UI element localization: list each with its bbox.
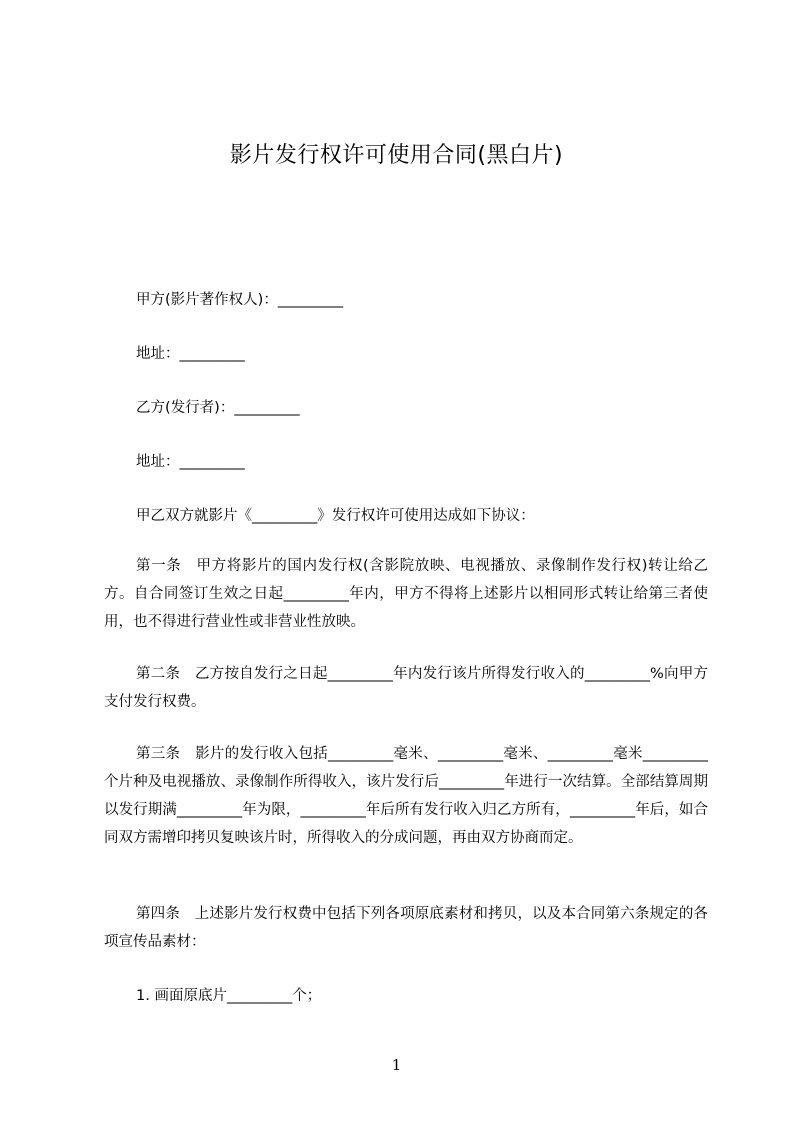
- article-1-text: 第一条 甲方将影片的国内发行权(含影院放映、电视播放、录像制作发行权)转让给乙方。自合同签订生效之日起_________年内，甲方不得将上述影片以相同形式转让给第三者使用，也不得进行营业性或非营业性放映。: [104, 558, 708, 630]
- article-3: [104, 740, 708, 852]
- article-2: [104, 660, 708, 716]
- party-b-line: 乙方(发行者)：_________: [136, 400, 300, 416]
- item-1-line: 1. 画面原底片_________个；: [136, 988, 322, 1004]
- document-title: 影片发行权许可使用合同(黑白片): [229, 143, 564, 168]
- page-number: 1: [391, 1056, 402, 1074]
- preamble-line: 甲乙双方就影片《_________》发行权许可使用达成如下协议：: [136, 508, 535, 524]
- article-4: [104, 900, 708, 956]
- party-b-address-line: 地址：_________: [136, 454, 245, 470]
- article-4-text: 第四条 上述影片发行权费中包括下列各项原底素材和拷贝，以及本合同第六条规定的各项宣传品素材：: [104, 906, 708, 950]
- article-2-text: 第二条 乙方按自发行之日起_________年内发行该片所得发行收入的_________%向甲方支付发行权费。: [104, 666, 708, 710]
- party-a-line: 甲方(影片著作权人)：_________: [136, 292, 344, 308]
- article-1: [104, 552, 708, 636]
- party-a-address-line: 地址：_________: [136, 346, 245, 362]
- article-3-text: 第三条 影片的发行收入包括_________毫米、_________毫米、_________毫米_________个片种及电视播放、录像制作所得收入，该片发行后_________年进行一次结算。全部结算周期以发行期满_________年为限，_________年后所有发行收入归乙方所有，_________年后，如合同双方需增印拷贝复映该片时，所得收入的分成问题，再由双方协商而定。: [104, 746, 708, 846]
